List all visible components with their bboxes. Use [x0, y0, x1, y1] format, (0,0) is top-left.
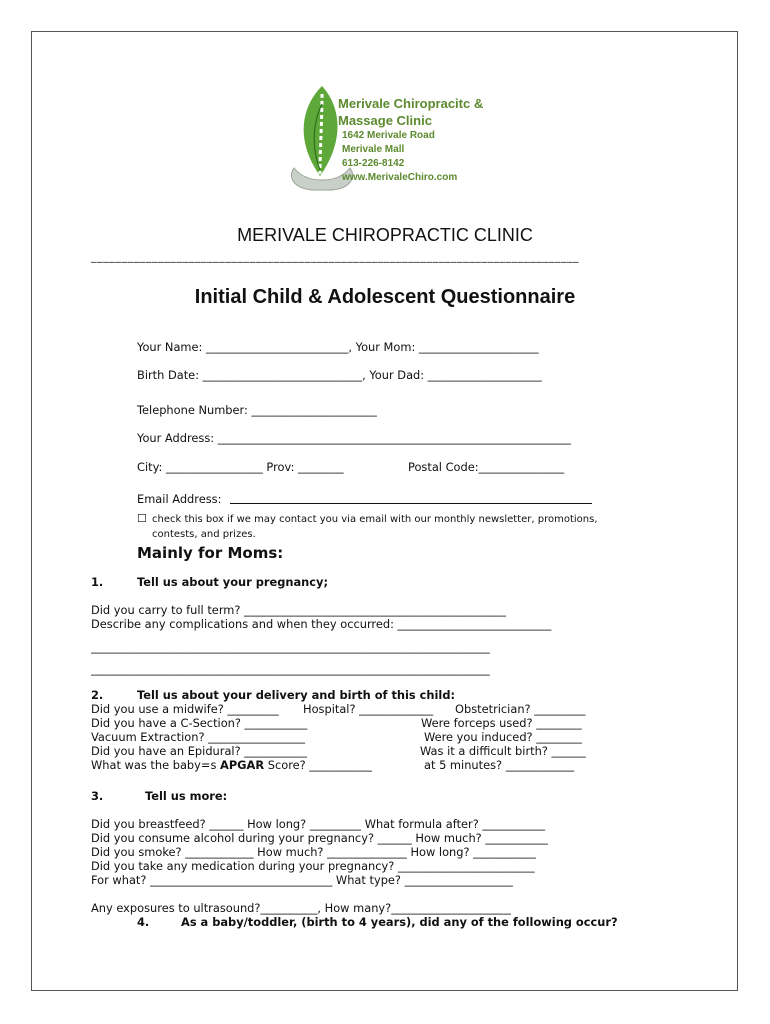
full-term-field[interactable]: Did you carry to full term? ______________________________________________: [91, 603, 507, 617]
city-prov-field[interactable]: City: _________________ Prov: ________: [137, 460, 344, 474]
five-minutes-field[interactable]: at 5 minutes? ____________: [424, 758, 575, 772]
apgar-suffix: Score? ___________: [264, 758, 372, 772]
epidural-field[interactable]: Did you have an Epidural? ___________: [91, 744, 307, 758]
newsletter-text-1: check this box if we may contact you via email with our monthly newsletter, promotions,: [152, 514, 598, 525]
section-1-number: 1.: [91, 575, 104, 589]
section-3-title: Tell us more:: [145, 789, 228, 803]
telephone-field[interactable]: Telephone Number: ______________________: [137, 403, 377, 417]
logo-phone: 613-226-8142: [342, 158, 405, 169]
name-mom-field[interactable]: Your Name: _________________________, Your Mom: _____________________: [137, 340, 539, 354]
clinic-title: MERIVALE CHIROPRACTIC CLINIC: [237, 225, 533, 245]
medication-for-what-field[interactable]: For what? ________________________________ What type? ___________________: [91, 873, 513, 887]
logo-clinic-name-2: Massage Clinic: [338, 113, 432, 128]
alcohol-field[interactable]: Did you consume alcohol during your pregnancy? ______ How much? ___________: [91, 831, 548, 845]
ultrasound-field[interactable]: Any exposures to ultrasound?__________, How many?_____________________: [91, 901, 511, 915]
section-1-title: Tell us about your pregnancy;: [137, 575, 329, 589]
logo-website: www.MerivaleChiro.com: [342, 172, 458, 183]
email-label: Email Address:: [137, 492, 222, 506]
newsletter-checkbox[interactable]: ☐: [137, 512, 147, 525]
clinic-logo: [282, 80, 492, 195]
postal-code-field[interactable]: Postal Code:_______________: [408, 460, 565, 474]
section-3-number: 3.: [91, 789, 104, 803]
complications-blank-1[interactable]: ______________________________________________________________________: [91, 640, 490, 654]
address-field[interactable]: Your Address: ______________________________________________________________: [137, 431, 571, 445]
forceps-field[interactable]: Were forceps used? ________: [421, 716, 582, 730]
medication-field[interactable]: Did you take any medication during your pregnancy? ________________________: [91, 859, 535, 873]
breastfeed-field[interactable]: Did you breastfeed? ______ How long? _________ What formula after? ___________: [91, 817, 546, 831]
header-rule: ________________________________________________________________________________: [91, 250, 579, 263]
apgar-bold: APGAR: [220, 758, 265, 772]
logo-address-2: Merivale Mall: [342, 144, 405, 155]
csection-field[interactable]: Did you have a C-Section? ___________: [91, 716, 308, 730]
section-4-title: As a baby/toddler, (birth to 4 years), did any of the following occur?: [181, 915, 618, 929]
section-2-title: Tell us about your delivery and birth of this child:: [137, 688, 456, 702]
hospital-field[interactable]: Hospital? _____________: [303, 702, 434, 716]
section-2-number: 2.: [91, 688, 104, 702]
induced-field[interactable]: Were you induced? ________: [424, 730, 582, 744]
obstetrician-field[interactable]: Obstetrician? _________: [455, 702, 586, 716]
logo-address-1: 1642 Merivale Road: [342, 130, 435, 141]
email-input-line[interactable]: [230, 503, 592, 504]
apgar-field[interactable]: [91, 758, 372, 772]
complications-field[interactable]: Describe any complications and when they occurred: ___________________________: [91, 617, 552, 631]
form-title: Initial Child & Adolescent Questionnaire: [194, 286, 576, 308]
smoke-field[interactable]: Did you smoke? ____________ How much? ______________ How long? ___________: [91, 845, 536, 859]
difficult-birth-field[interactable]: Was it a difficult birth? ______: [420, 744, 586, 758]
moms-heading: Mainly for Moms:: [137, 544, 284, 562]
section-4-number: 4.: [137, 915, 150, 929]
logo-clinic-name-1: Merivale Chiropracitc &: [338, 96, 484, 111]
complications-blank-2[interactable]: ______________________________________________________________________: [91, 662, 490, 676]
apgar-prefix: What was the baby=s: [91, 758, 220, 772]
midwife-field[interactable]: Did you use a midwife? _________: [91, 702, 279, 716]
vacuum-field[interactable]: Vacuum Extraction? _________________: [91, 730, 305, 744]
newsletter-text-2: contests, and prizes.: [152, 529, 256, 540]
birthdate-dad-field[interactable]: Birth Date: ____________________________, Your Dad: ____________________: [137, 368, 542, 382]
